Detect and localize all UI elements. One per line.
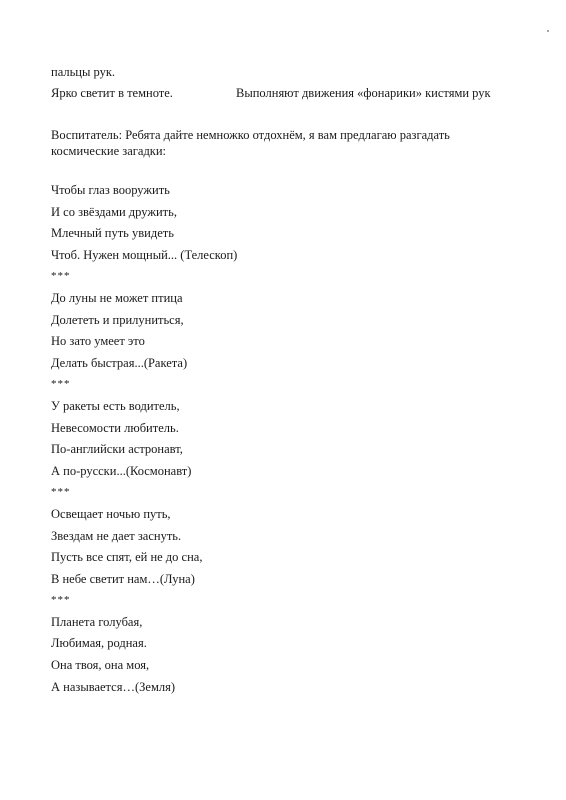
riddle-line: Делать быстрая...(Ракета) xyxy=(51,355,188,370)
riddle-line: У ракеты есть водитель, xyxy=(51,398,180,413)
teacher-line-2: космические загадки: xyxy=(51,144,167,158)
riddle-line: Долететь и прилуниться, xyxy=(51,312,184,327)
riddle-line: До луны не может птица xyxy=(51,290,183,305)
riddle-line: По-английски астронавт, xyxy=(51,442,183,457)
riddle-line: Но зато умеет это xyxy=(51,334,145,349)
text-fingers: пальцы рук. xyxy=(51,65,116,79)
riddle-line: Пусть все спят, ей не до сна, xyxy=(51,550,203,565)
scan-speck xyxy=(547,30,549,32)
teacher-paragraph xyxy=(51,127,521,159)
riddle-line: Освещает ночью путь, xyxy=(51,506,171,521)
riddles-block xyxy=(51,183,237,701)
riddle-line: Любимая, родная. xyxy=(51,636,147,651)
riddle-line: Чтоб. Нужен мощный... (Телескоп) xyxy=(51,247,238,262)
riddle-line: В небе светит нам…(Луна) xyxy=(51,571,195,586)
riddle-separator: *** xyxy=(51,594,71,607)
movement-instruction: Выполняют движения «фонарики» кистями рук xyxy=(236,86,491,100)
teacher-line-1: Воспитатель: Ребята дайте немножко отдохнём, я вам предлагаю разгадать xyxy=(51,128,450,142)
text-shines: Ярко светит в темноте. xyxy=(51,86,173,100)
riddle-line: А по-русски...(Космонавт) xyxy=(51,463,192,478)
riddle-line: Планета голубая, xyxy=(51,614,143,629)
riddle-line: И со звёздами дружить, xyxy=(51,204,177,219)
riddle-line: Млечный путь увидеть xyxy=(51,226,174,241)
riddle-line: А называется…(Земля) xyxy=(51,679,176,694)
riddle-separator: *** xyxy=(51,270,71,283)
riddle-line: Чтобы глаз вооружить xyxy=(51,183,170,197)
riddle-line: Звездам не дает заснуть. xyxy=(51,528,182,543)
riddle-separator: *** xyxy=(51,378,71,391)
riddle-separator: *** xyxy=(51,486,71,499)
riddle-line: Невесомости любитель. xyxy=(51,420,179,435)
riddle-line: Она твоя, она моя, xyxy=(51,658,150,673)
